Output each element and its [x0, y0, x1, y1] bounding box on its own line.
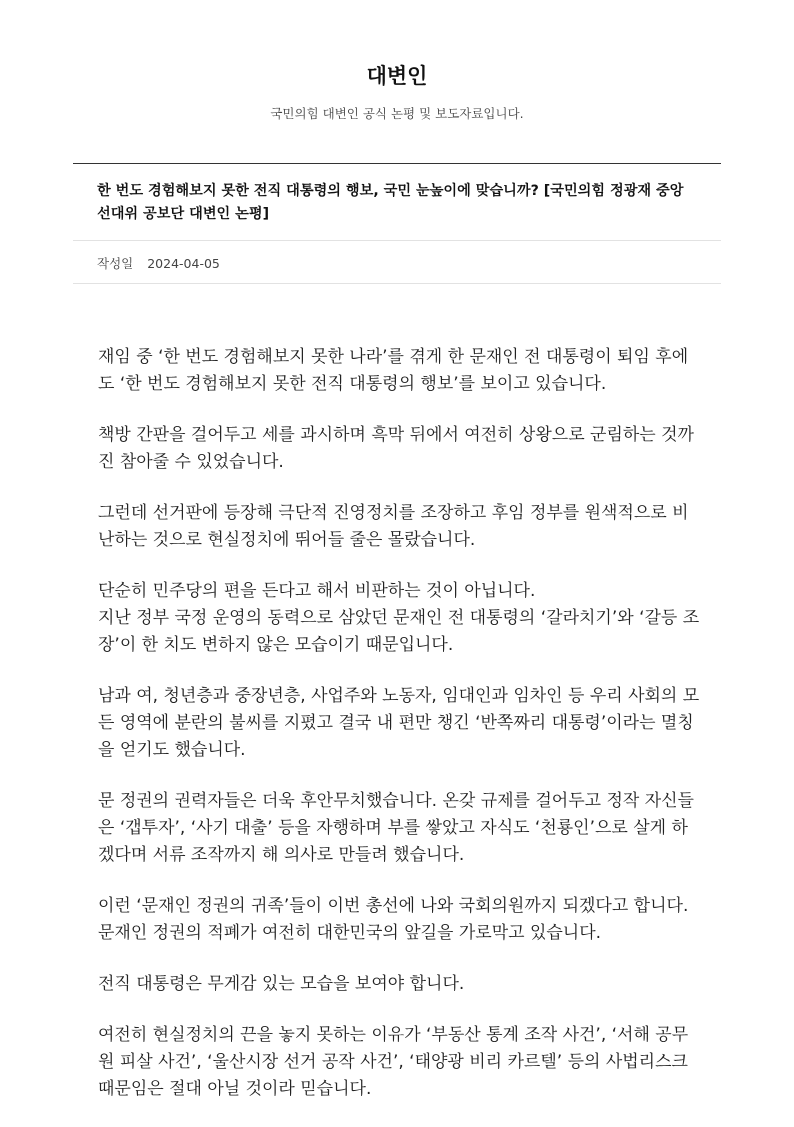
- body-paragraph: 문 정권의 권력자들은 더욱 후안무치했습니다. 온갖 규제를 걸어두고 정작 자신들은 ‘갭투자’, ‘사기 대출’ 등을 자행하며 부를 쌓았고 자식도 ‘천룡인’으로 살게 하겠다며 서류 조작까지 해 의사로 만들려 했습니다.: [98, 791, 694, 865]
- body-paragraph: 재임 중 ‘한 번도 경험해보지 못한 나라’를 겪게 한 문재인 전 대통령이 퇴임 후에도 ‘한 번도 경험해보지 못한 전직 대통령의 행보’를 보이고 있습니다.: [98, 347, 689, 394]
- site-description: 국민의힘 대변인 공식 논평 및 보도자료입니다.: [270, 106, 524, 121]
- body-paragraph: 단순히 민주당의 편을 든다고 해서 비판하는 것이 아닙니다. 지난 정부 국정 운영의 동력으로 삼았던 문재인 전 대통령의 ‘갈라치기’와 ‘갈등 조장’이 한 치도 변하지 않은 모습이기 때문입니다.: [98, 581, 700, 655]
- body-paragraph: 여전히 현실정치의 끈을 놓지 못하는 이유가 ‘부동산 통계 조작 사건’, ‘서해 공무원 피살 사건’, ‘울산시장 선거 공작 사건’, ‘태양광 비리 카르텔’ 등의 사법리스크 때문임은 절대 아닐 것이라 믿습니다.: [98, 1025, 689, 1099]
- body-paragraph: 이런 ‘문재인 정권의 귀족’들이 이번 총선에 나와 국회의원까지 되겠다고 합니다. 문재인 정권의 적폐가 여전히 대한민국의 앞길을 가로막고 있습니다.: [98, 896, 689, 943]
- body-paragraph: 전직 대통령은 무게감 있는 모습을 보여야 합니다.: [98, 974, 465, 994]
- site-title[interactable]: 대변인: [366, 64, 428, 88]
- post-date: 2024-04-05: [147, 256, 220, 271]
- header-divider: [73, 163, 721, 164]
- meta-label: 작성일: [97, 256, 134, 271]
- meta-divider: [73, 283, 721, 284]
- post-meta: [97, 254, 220, 272]
- body-paragraph: 책방 간판을 걸어두고 세를 과시하며 흑막 뒤에서 여전히 상왕으로 군림하는 것까진 참아줄 수 있었습니다.: [98, 425, 694, 472]
- post-body: [98, 344, 703, 1127]
- title-divider: [73, 240, 721, 241]
- post-title: 한 번도 경험해보지 못한 전직 대통령의 행보, 국민 눈높이에 맞습니까? [국민의힘 정광재 중앙선대위 공보단 대변인 논평]: [97, 183, 684, 222]
- body-paragraph: 남과 여, 청년층과 중장년층, 사업주와 노동자, 임대인과 임차인 등 우리 사회의 모든 영역에 분란의 불씨를 지폈고 결국 내 편만 챙긴 ‘반쪽짜리 대통령’이라는 멸칭을 얻기도 했습니다.: [98, 686, 700, 760]
- body-paragraph: 그런데 선거판에 등장해 극단적 진영정치를 조장하고 후임 정부를 원색적으로 비난하는 것으로 현실정치에 뛰어들 줄은 몰랐습니다.: [98, 503, 689, 550]
